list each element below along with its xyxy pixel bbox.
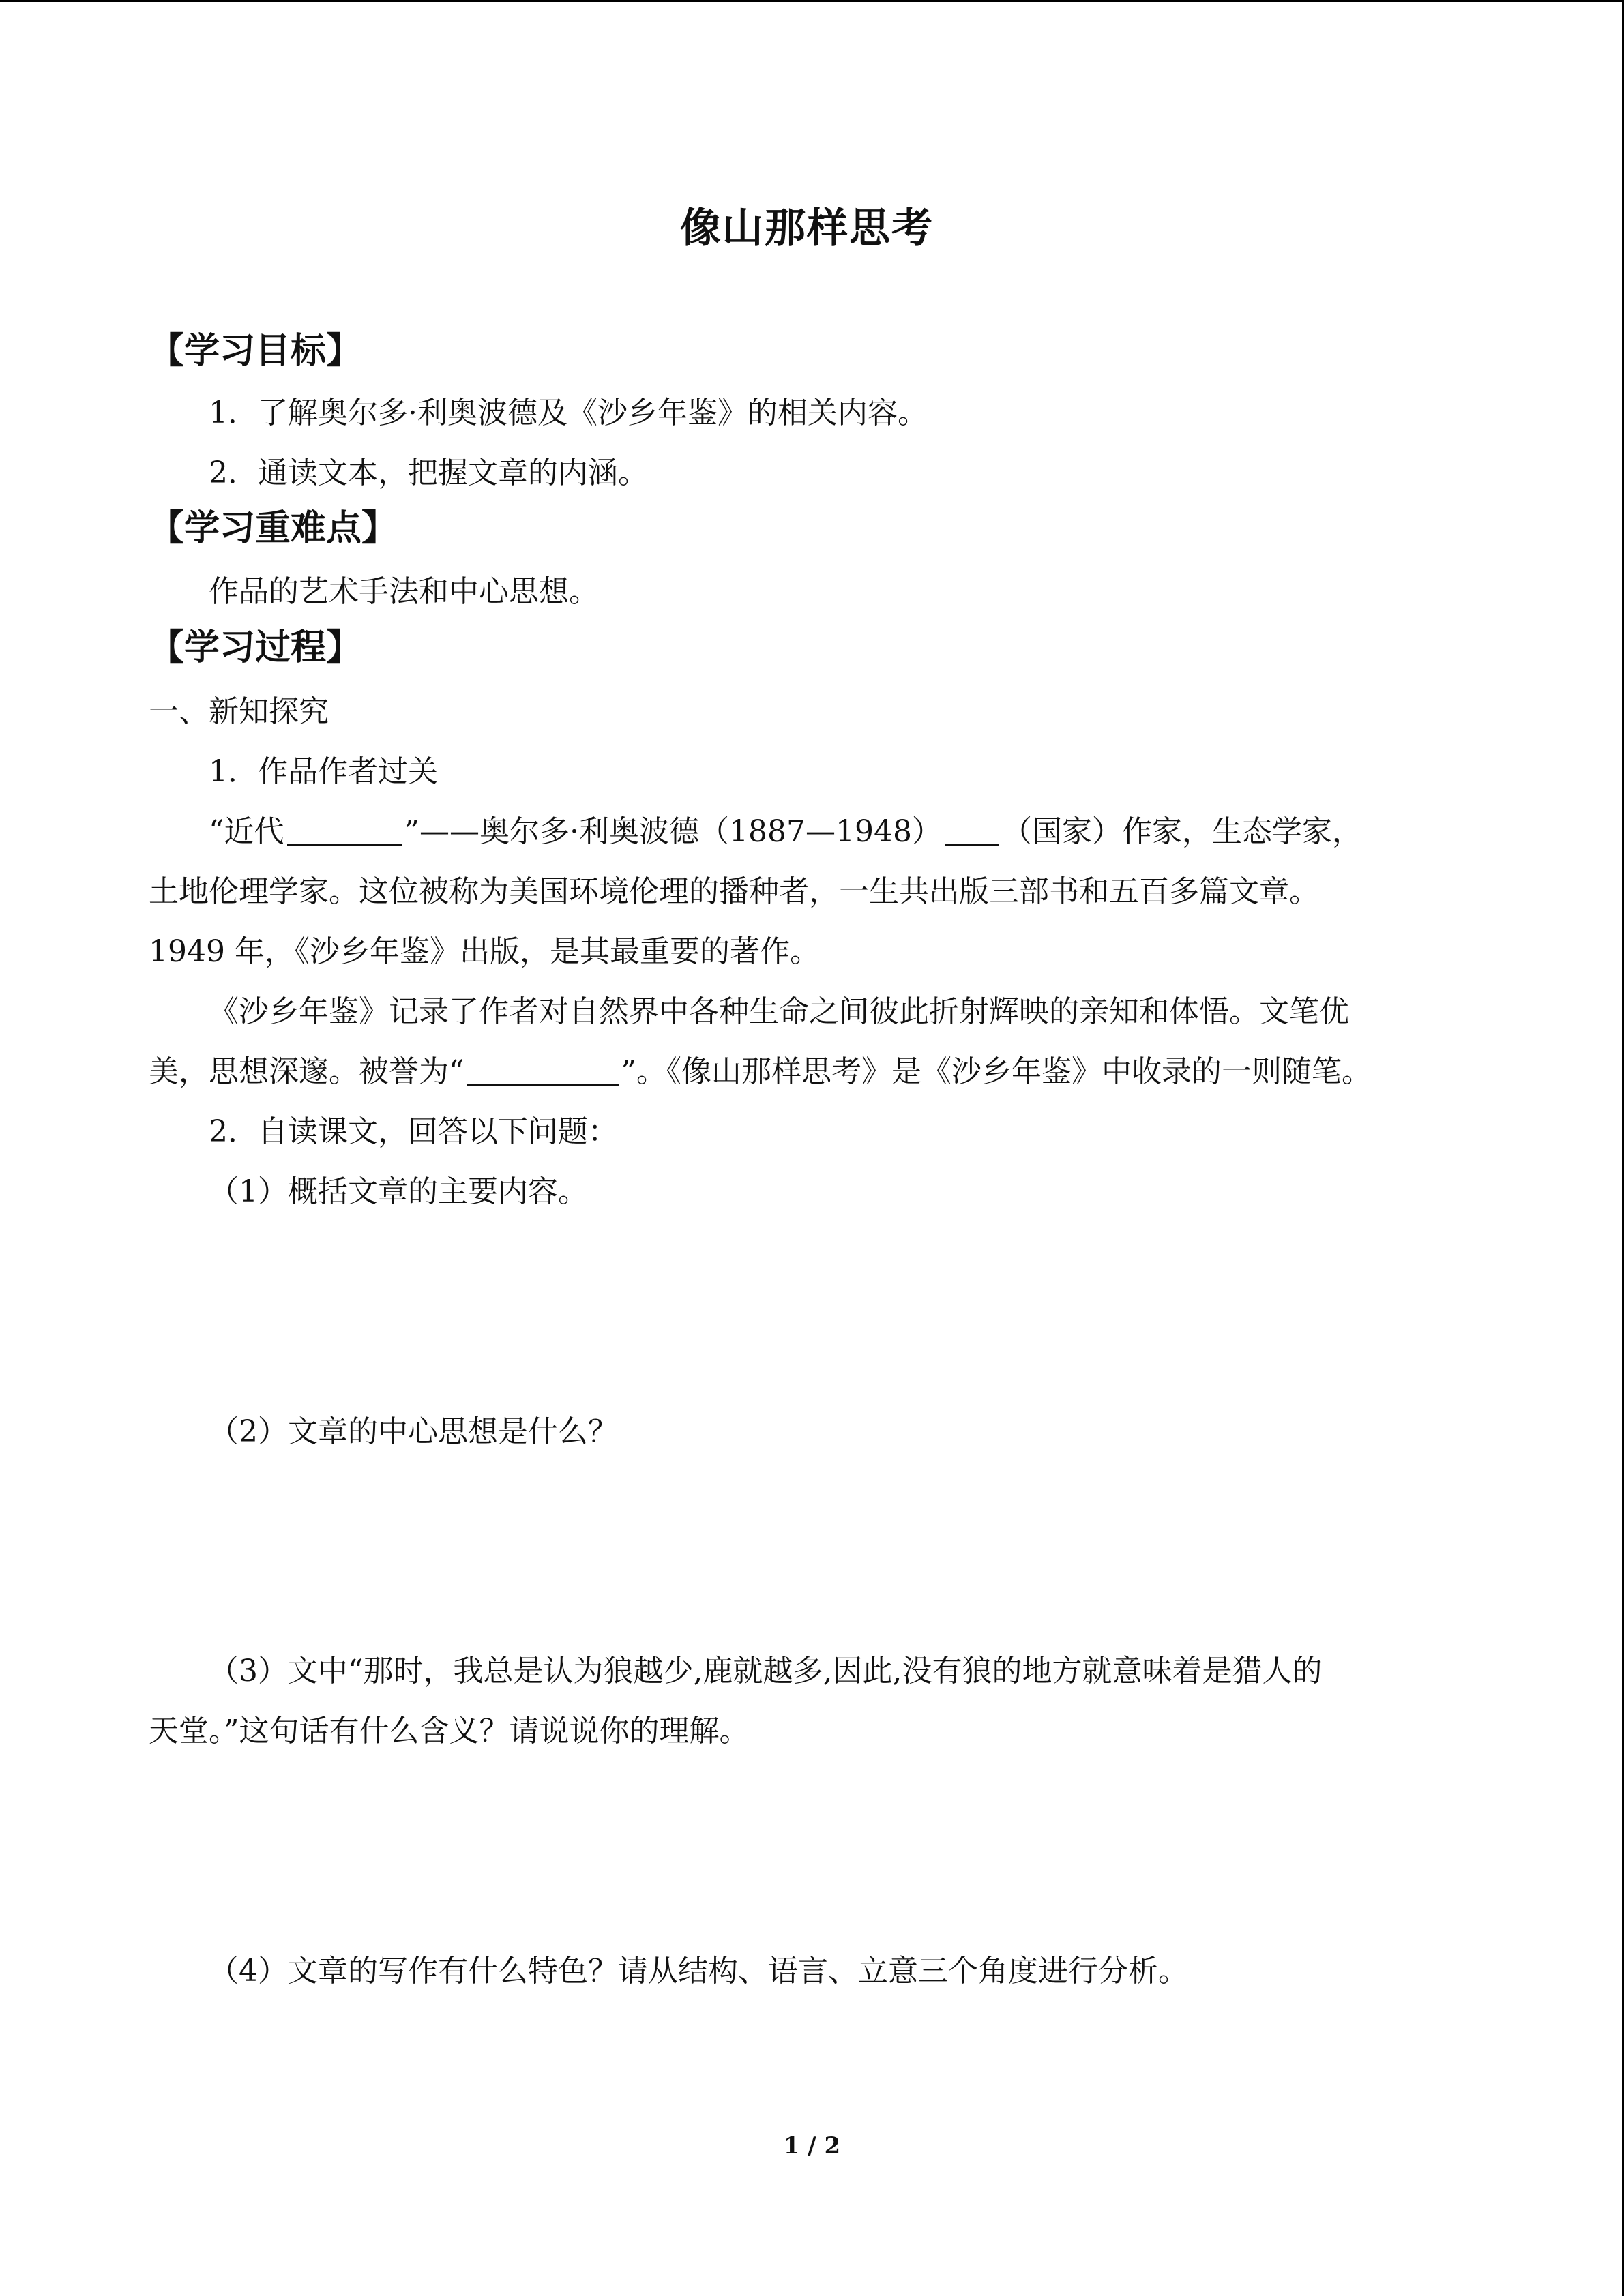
page-border-top [0,0,1624,2]
objective-item-2: 2．通读文本，把握文章的内涵。 [209,456,648,490]
paragraph-2-part-b: ”。《像山那样思考》是《沙乡年鉴》中收录的一则随笔。 [621,1054,1372,1089]
sub-question-2: （2）文章的中心思想是什么？ [209,1414,618,1449]
key-points-text: 作品的艺术手法和中心思想。 [209,574,599,609]
fill-blank-1[interactable] [287,814,402,846]
paragraph-2-line-1: 《沙乡年鉴》记录了作者对自然界中各种生命之间彼此折射辉映的亲知和体悟。文笔优 [209,994,1349,1029]
sub-question-3-line-1: （3）文中“那时，我总是认为狼越少,鹿就越多,因此,没有狼的地方就意味着是猎人的 [209,1654,1323,1688]
paragraph-1-part-b: ”——奥尔多·利奥波德（1887—1948） [404,814,942,849]
paragraph-2-part-a: 美，思想深邃。被誉为“ [149,1054,464,1089]
paragraph-1-part-a: “近代 [209,814,284,849]
question-1-title: 1．作品作者过关 [209,754,438,789]
sub-question-4: （4）文章的写作有什么特色？请从结构、语言、立意三个角度进行分析。 [209,1954,1188,1988]
sub-question-3-line-2: 天堂。”这句话有什么含义？请说说你的理解。 [149,1714,750,1748]
paragraph-2-line-2 [149,1052,1465,1092]
fill-blank-3[interactable] [467,1054,619,1086]
fill-blank-2[interactable] [945,814,999,846]
document-title: 像山那样思考 [680,205,934,252]
objective-item-1: 1．了解奥尔多·利奥波德及《沙乡年鉴》的相关内容。 [209,396,928,430]
question-2-title: 2．自读课文，回答以下问题： [209,1114,618,1149]
paragraph-1-line-2: 土地伦理学家。这位被称为美国环境伦理的播种者，一生共出版三部书和五百多篇文章。 [149,874,1319,909]
page-number: 1 / 2 [783,2132,841,2160]
part1-heading: 一、新知探究 [149,694,329,729]
sub-question-1: （1）概括文章的主要内容。 [209,1174,588,1209]
paragraph-1-line-3: 1949 年，《沙乡年鉴》出版，是其最重要的著作。 [149,934,820,969]
paragraph-1-line-1 [149,811,1465,852]
key-points-heading: 【学习重难点】 [149,508,398,549]
paragraph-1-part-c: （国家）作家，生态学家， [1001,814,1362,849]
process-heading: 【学习过程】 [149,627,362,668]
objectives-heading: 【学习目标】 [149,331,362,372]
